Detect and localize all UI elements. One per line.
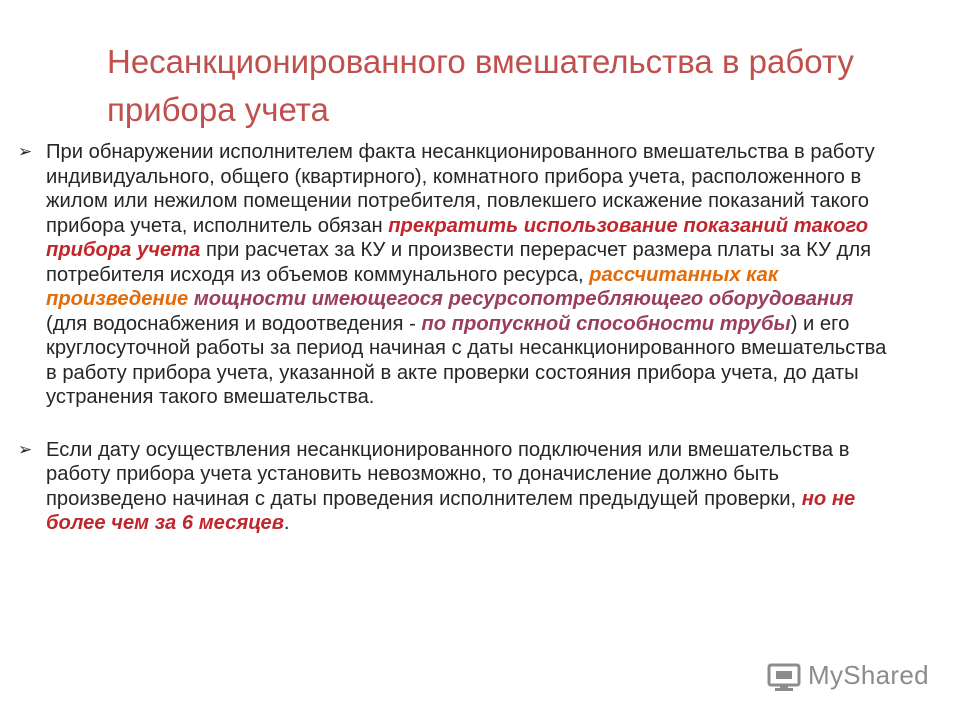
- bullet-2-segment-3: .: [283, 512, 290, 534]
- bullet-1-segment-3: при расчетах за КУ и произвести перерасчет размера платы за КУ для потребителя исходя из объемов коммунального ресурса,: [46, 239, 872, 286]
- bullet-1-highlight-pipe-capacity: по пропускной способности трубы: [421, 312, 791, 335]
- bullet-item-1: [18, 140, 898, 410]
- myshared-watermark: [766, 655, 929, 695]
- bullet-1-highlight-calculated: рассчитанных как произведение: [46, 263, 779, 310]
- bullet-item-2: [18, 438, 898, 536]
- bullet-text-2: [46, 439, 855, 535]
- bullet-text-1: [46, 141, 886, 408]
- slide-content: [18, 140, 898, 536]
- bullet-2-highlight-six-months: но не более чем за 6 месяцев: [46, 487, 856, 534]
- arrow-bullet-icon: ➢: [18, 439, 33, 460]
- slide-title: Несанкционированного вмешательства в работу прибора учета: [107, 43, 854, 128]
- bullet-1-segment-1: При обнаружении исполнителем факта несанкционированного вмешательства в работу индивидуального, общего (квартирного), комнатного прибора учета, расположенного в жилом или нежилом помещении потребителя, повлекшего искажение показаний такого прибора учета, исполнитель обязан: [46, 141, 875, 237]
- bullet-1-segment-9: ) и его круглосуточной работы за период начиная с даты несанкционированного вмешательства в работу прибора учета, указанной в акте проверки состояния прибора учета, до даты устранения такого вмешательства.: [46, 312, 887, 408]
- bullet-1-segment-7: (для водоснабжения и водоотведения -: [46, 312, 422, 335]
- bullet-1-highlight-equipment-power: мощности имеющегося ресурсопотребляющего оборудования: [193, 288, 854, 310]
- watermark-text: MyShared: [808, 659, 929, 690]
- arrow-bullet-icon: ➢: [18, 142, 33, 162]
- bullet-2-segment-1: Если дату осуществления несанкционированного подключения или вмешательства в работу прибора учета установить невозможно, то доначисление должно быть произведено начиная с даты проведения исполнителем предыдущей проверки,: [46, 438, 850, 510]
- bullet-1-highlight-stop-usage: прекратить использование показаний такого прибора учета: [46, 214, 869, 261]
- myshared-logo-icon: [766, 659, 802, 691]
